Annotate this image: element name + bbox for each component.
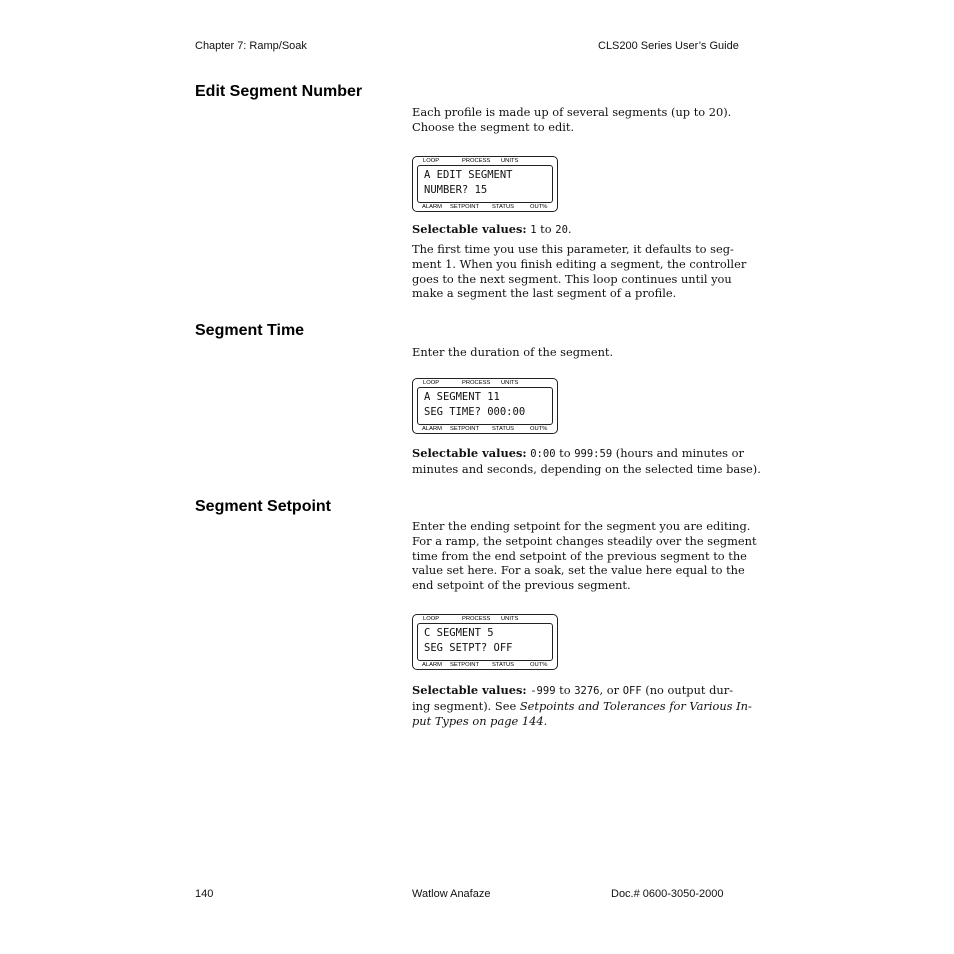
- section-intro-segment-setpoint: [412, 519, 757, 593]
- lcd-line-2: SEG SETPT? OFF: [424, 642, 513, 654]
- text-line: Enter the ending setpoint for the segment you are editing.: [412, 519, 751, 533]
- lcd-label-setpoint: SETPOINT: [450, 662, 479, 668]
- lcd-label-process: PROCESS: [462, 158, 491, 164]
- lcd-label-process: PROCESS: [462, 380, 491, 386]
- lcd-bottom-labels: [413, 203, 557, 211]
- lcd-line-1: C SEGMENT 5: [424, 627, 494, 639]
- section-intro-edit-segment-number: [412, 105, 744, 135]
- text-line: Choose the segment to edit.: [412, 119, 575, 134]
- text-line: Each profile is made up of several segments (up to 20).: [412, 105, 732, 119]
- lcd-label-out: OUT%: [530, 662, 548, 668]
- lcd-top-labels: [413, 379, 557, 387]
- lcd-label-out: OUT%: [530, 204, 548, 210]
- text-line: [412, 683, 744, 699]
- word-or: , or: [599, 683, 623, 697]
- lcd-label-status: STATUS: [492, 426, 515, 432]
- lcd-line-2: NUMBER? 15: [424, 184, 488, 196]
- footer-company: Watlow Anafaze: [412, 888, 491, 900]
- selectable-values-segment-time: [412, 446, 761, 477]
- selectable-values-edit-segment-number: [412, 222, 744, 238]
- lcd-screen: [417, 623, 553, 661]
- running-header-chapter: Chapter 7: Ramp/Soak: [195, 40, 307, 52]
- footer-doc-number: Doc.# 0600-3050-2000: [611, 888, 724, 900]
- lcd-label-loop: LOOP: [423, 616, 440, 622]
- lcd-label-loop: LOOP: [423, 380, 440, 386]
- selectable-values-segment-setpoint: [412, 683, 752, 728]
- value-max: 999:59: [574, 448, 613, 460]
- value-max: 3276: [574, 685, 600, 697]
- lcd-display-segment-setpoint: [412, 614, 558, 670]
- punct: .: [567, 222, 572, 236]
- value-min: 1: [530, 224, 537, 236]
- cross-reference-link: Setpoints and Tolerances for Various In-: [519, 698, 752, 713]
- punct: .: [543, 713, 548, 728]
- text-line: Enter the duration of the segment.: [412, 345, 614, 359]
- lcd-line-2: SEG TIME? 000:00: [424, 406, 526, 418]
- see-text: ing segment). See: [412, 698, 520, 713]
- text-line: [412, 446, 744, 462]
- selectable-label: Selectable values:: [412, 446, 527, 460]
- lcd-label-setpoint: SETPOINT: [450, 426, 479, 432]
- lcd-label-alarm: ALARM: [422, 426, 442, 432]
- lcd-label-loop: LOOP: [423, 158, 440, 164]
- lcd-label-alarm: ALARM: [422, 662, 442, 668]
- lcd-label-process: PROCESS: [462, 616, 491, 622]
- value-min: -999: [530, 685, 556, 697]
- text-line: [412, 714, 744, 729]
- value-note: (hours and minutes or: [612, 446, 744, 460]
- lcd-screen: [417, 165, 553, 203]
- text-line: goes to the next segment. This loop continues until you: [412, 271, 732, 286]
- lcd-bottom-labels: [413, 661, 557, 669]
- value-note: (no output dur-: [641, 683, 734, 697]
- cross-reference-link: put Types on page 144: [412, 713, 544, 728]
- lcd-top-labels: [413, 157, 557, 165]
- text-line: For a ramp, the setpoint changes steadily over the segment: [412, 533, 757, 548]
- section-intro-segment-time: [412, 345, 744, 360]
- lcd-label-alarm: ALARM: [422, 204, 442, 210]
- page-number: 140: [195, 888, 214, 900]
- lcd-label-status: STATUS: [492, 204, 515, 210]
- text-line: ment 1. When you finish editing a segment, the controller: [412, 256, 747, 271]
- lcd-display-edit-segment-number: [412, 156, 558, 212]
- text-line: [412, 698, 752, 714]
- selectable-label: Selectable values:: [412, 222, 527, 236]
- lcd-label-setpoint: SETPOINT: [450, 204, 479, 210]
- selectable-label: Selectable values:: [412, 683, 527, 697]
- lcd-label-units: UNITS: [501, 158, 519, 164]
- value-min: 0:00: [530, 448, 556, 460]
- text-line: time from the end setpoint of the previous segment to the: [412, 548, 747, 563]
- value-off: OFF: [622, 685, 642, 697]
- lcd-screen: [417, 387, 553, 425]
- lcd-label-units: UNITS: [501, 380, 519, 386]
- text-line: make a segment the last segment of a profile.: [412, 286, 677, 301]
- section-heading-segment-setpoint: Segment Setpoint: [195, 498, 332, 515]
- lcd-line-1: A SEGMENT 11: [424, 391, 500, 403]
- lcd-display-segment-time: [412, 378, 558, 434]
- text-line: value set here. For a soak, set the value here equal to the: [412, 563, 745, 578]
- section-heading-edit-segment-number: Edit Segment Number: [195, 83, 363, 100]
- lcd-label-units: UNITS: [501, 616, 519, 622]
- value-max: 20: [555, 224, 568, 236]
- lcd-label-status: STATUS: [492, 662, 515, 668]
- word-to: to: [555, 446, 575, 460]
- text-line: end setpoint of the previous segment.: [412, 578, 631, 593]
- section-heading-segment-time: Segment Time: [195, 322, 305, 339]
- text-line: [412, 222, 744, 238]
- lcd-label-out: OUT%: [530, 426, 548, 432]
- word-to: to: [536, 222, 556, 236]
- text-line: The first time you use this parameter, it defaults to seg-: [412, 242, 734, 256]
- running-header-title: CLS200 Series User’s Guide: [598, 40, 739, 52]
- text-line: minutes and seconds, depending on the selected time base).: [412, 461, 761, 476]
- lcd-line-1: A EDIT SEGMENT: [424, 169, 513, 181]
- lcd-top-labels: [413, 615, 557, 623]
- lcd-bottom-labels: [413, 425, 557, 433]
- section-body-edit-segment-number: [412, 242, 747, 301]
- word-to: to: [555, 683, 575, 697]
